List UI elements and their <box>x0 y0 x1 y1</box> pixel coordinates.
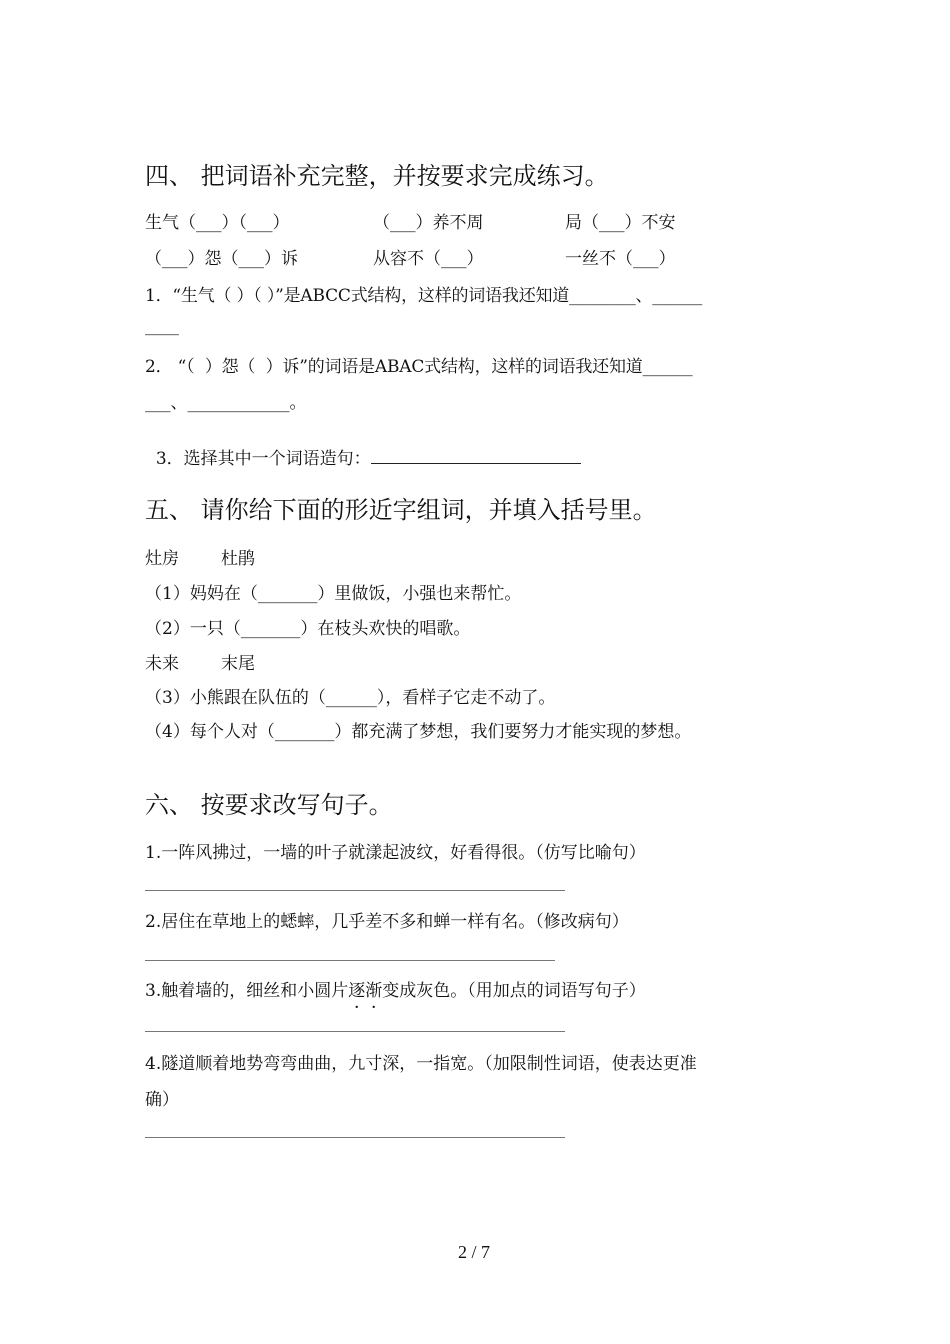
fill-item-1: （1）妈妈在（_______）里做饭，小强也来帮忙。 <box>145 584 522 604</box>
dotted-char-2: 渐 <box>365 981 383 1001</box>
page-number: 2 / 7 <box>458 1242 491 1262</box>
rewrite-question-3 <box>145 976 646 1001</box>
answer-line-2[interactable] <box>145 960 555 961</box>
answer-blank-4-3[interactable] <box>371 448 581 464</box>
word-blank-4: （___）怨（___）诉 <box>145 249 298 269</box>
rewrite-question-3-start: 3.触着墙的，细丝和小圆片 <box>145 981 349 1001</box>
char-pair-2-b: 末尾 <box>221 654 255 674</box>
section-6-heading: 六、 按要求改写句子。 <box>145 791 393 819</box>
fill-item-2: （2）一只（_______）在枝头欢快的唱歌。 <box>145 619 471 639</box>
char-pair-2-a: 未来 <box>145 654 179 674</box>
question-4-3 <box>145 424 581 469</box>
question-4-3-label: 3．选择其中一个词语造句： <box>155 449 371 469</box>
rewrite-question-3-end: 变成灰色。（用加点的词语写句子） <box>382 981 646 1001</box>
answer-line-1[interactable] <box>145 890 565 891</box>
section-5-heading: 五、 请你给下面的形近字组词，并填入括号里。 <box>145 496 657 524</box>
rewrite-question-4-line-2: 确） <box>145 1090 179 1110</box>
word-blank-2: （___）养不周 <box>373 213 484 233</box>
answer-line-4[interactable] <box>145 1137 565 1138</box>
question-4-1-line-1: 1．“生气（ ）（ ）”是ABCC式结构，这样的词语我还知道________、______ <box>145 286 703 306</box>
rewrite-question-4-line-1: 4.隧道顺着地势弯弯曲曲，九寸深，一指宽。（加限制性词语，使表达更准 <box>145 1054 697 1074</box>
fill-item-4: （4）每个人对（_______）都充满了梦想，我们要努力才能实现的梦想。 <box>145 722 692 742</box>
char-pair-1-a: 灶房 <box>145 549 179 569</box>
answer-line-3[interactable] <box>145 1031 565 1032</box>
section-4-heading: 四、 把词语补充完整，并按要求完成练习。 <box>145 162 609 190</box>
question-4-2-line-1: 2． “（ ）怨（ ）诉”的词语是ABAC式结构，这样的词语我还知道______ <box>145 357 693 377</box>
word-blank-5: 从容不（___） <box>373 249 484 269</box>
word-blank-1: 生气（___）（___） <box>145 213 290 233</box>
rewrite-question-1: 1.一阵风拂过，一墙的叶子就漾起波纹，好看得很。（仿写比喻句） <box>145 843 646 863</box>
word-blank-3: 局（___）不安 <box>565 213 676 233</box>
rewrite-question-2: 2.居住在草地上的蟋蟀，几乎差不多和蝉一样有名。（修改病句） <box>145 912 629 932</box>
question-4-2-line-2: ___、____________。 <box>145 393 307 413</box>
fill-item-3: （3）小熊跟在队伍的（______），看样子它走不动了。 <box>145 688 556 708</box>
word-blank-6: 一丝不（___） <box>565 249 676 269</box>
char-pair-1-b: 杜鹃 <box>221 549 255 569</box>
question-4-1-line-2: ____ <box>145 316 179 336</box>
dotted-char-1: 逐 <box>348 981 366 1001</box>
